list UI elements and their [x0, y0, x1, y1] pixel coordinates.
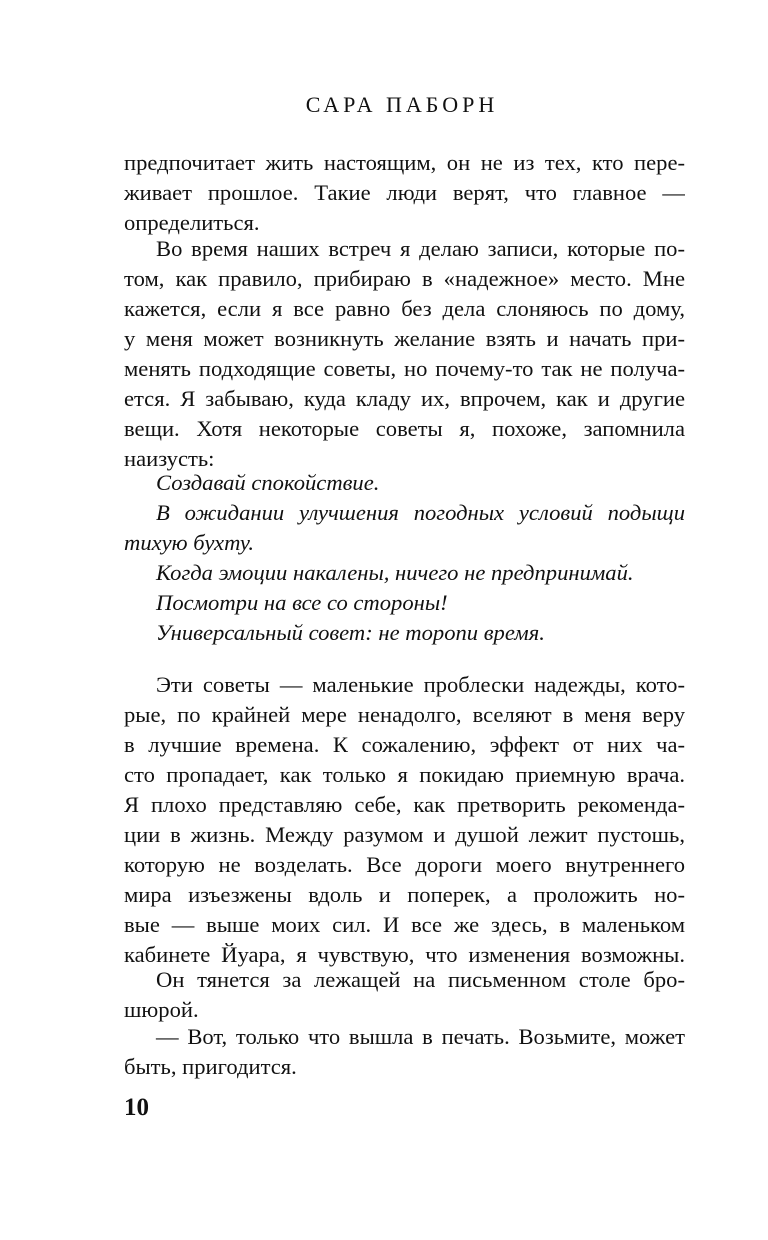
- text-line: быть, пригодится.: [124, 1054, 297, 1079]
- text-line: в лучшие времена. К сожалению, эффект от них ча-: [124, 732, 685, 757]
- advice-item: Посмотри на все со стороны!: [156, 590, 448, 615]
- text-line: мира изъезжены вдоль и поперек, а проложить но-: [124, 882, 685, 907]
- text-line: определиться.: [124, 210, 260, 235]
- text-line: шюрой.: [124, 997, 199, 1022]
- text-line: рые, по крайней мере ненадолго, вселяют в меня веру: [124, 702, 685, 727]
- text-line: Эти советы — маленькие проблески надежды, кото-: [156, 672, 685, 697]
- paragraph-brochure: [124, 965, 685, 1025]
- text-line: Во время наших встреч я делаю записи, которые по-: [156, 236, 685, 261]
- text-line: предпочитает жить настоящим, он не из тех, кто пере-: [124, 150, 685, 175]
- paragraph-dialogue: [124, 1022, 685, 1082]
- text-line: Я плохо представляю себе, как претворить рекоменда-: [124, 792, 685, 817]
- advice-item: В ожидании улучшения погодных условий подыщи: [156, 500, 685, 525]
- page-number: 10: [124, 1094, 149, 1121]
- text-line: вые — выше моих сил. И все же здесь, в маленьком: [124, 912, 685, 937]
- advice-item: Универсальный совет: не торопи время.: [156, 620, 545, 645]
- advice-item: Когда эмоции накалены, ничего не предпринимай.: [156, 560, 634, 585]
- paragraph-glimpses: [124, 670, 685, 970]
- text-line: менять подходящие советы, но почему-то так не получа-: [124, 356, 685, 381]
- paragraph-notes: [124, 234, 685, 474]
- text-line: сто пропадает, как только я покидаю приемную врача.: [124, 762, 685, 787]
- text-line: ции в жизнь. Между разумом и душой лежит пустошь,: [124, 822, 685, 847]
- advice-item: Создавай спокойствие.: [156, 470, 380, 495]
- text-line: наизусть:: [124, 446, 215, 471]
- text-line: ется. Я забываю, куда кладу их, впрочем, как и другие: [124, 386, 685, 411]
- text-line: том, как правило, прибираю в «надежное» место. Мне: [124, 266, 685, 291]
- running-header-author: САРА ПАБОРН: [305, 92, 499, 117]
- text-line: кабинете Йуара, я чувствую, что изменения возможны.: [124, 942, 685, 967]
- text-line: кажется, если я все равно без дела слоняюсь по дому,: [124, 296, 685, 321]
- text-line: вещи. Хотя некоторые советы я, похоже, запомнила: [124, 416, 685, 441]
- advice-item-continuation: тихую бухту.: [124, 530, 255, 555]
- text-line: живает прошлое. Такие люди верят, что главное —: [124, 180, 685, 205]
- text-line: у меня может возникнуть желание взять и начать при-: [124, 326, 685, 351]
- advice-list: [124, 468, 685, 648]
- paragraph-continuation: [124, 148, 685, 238]
- text-line: Он тянется за лежащей на письменном столе бро-: [156, 967, 685, 992]
- text-line: которую не возделать. Все дороги моего внутреннего: [124, 852, 685, 877]
- text-line: — Вот, только что вышла в печать. Возьмите, может: [156, 1024, 685, 1049]
